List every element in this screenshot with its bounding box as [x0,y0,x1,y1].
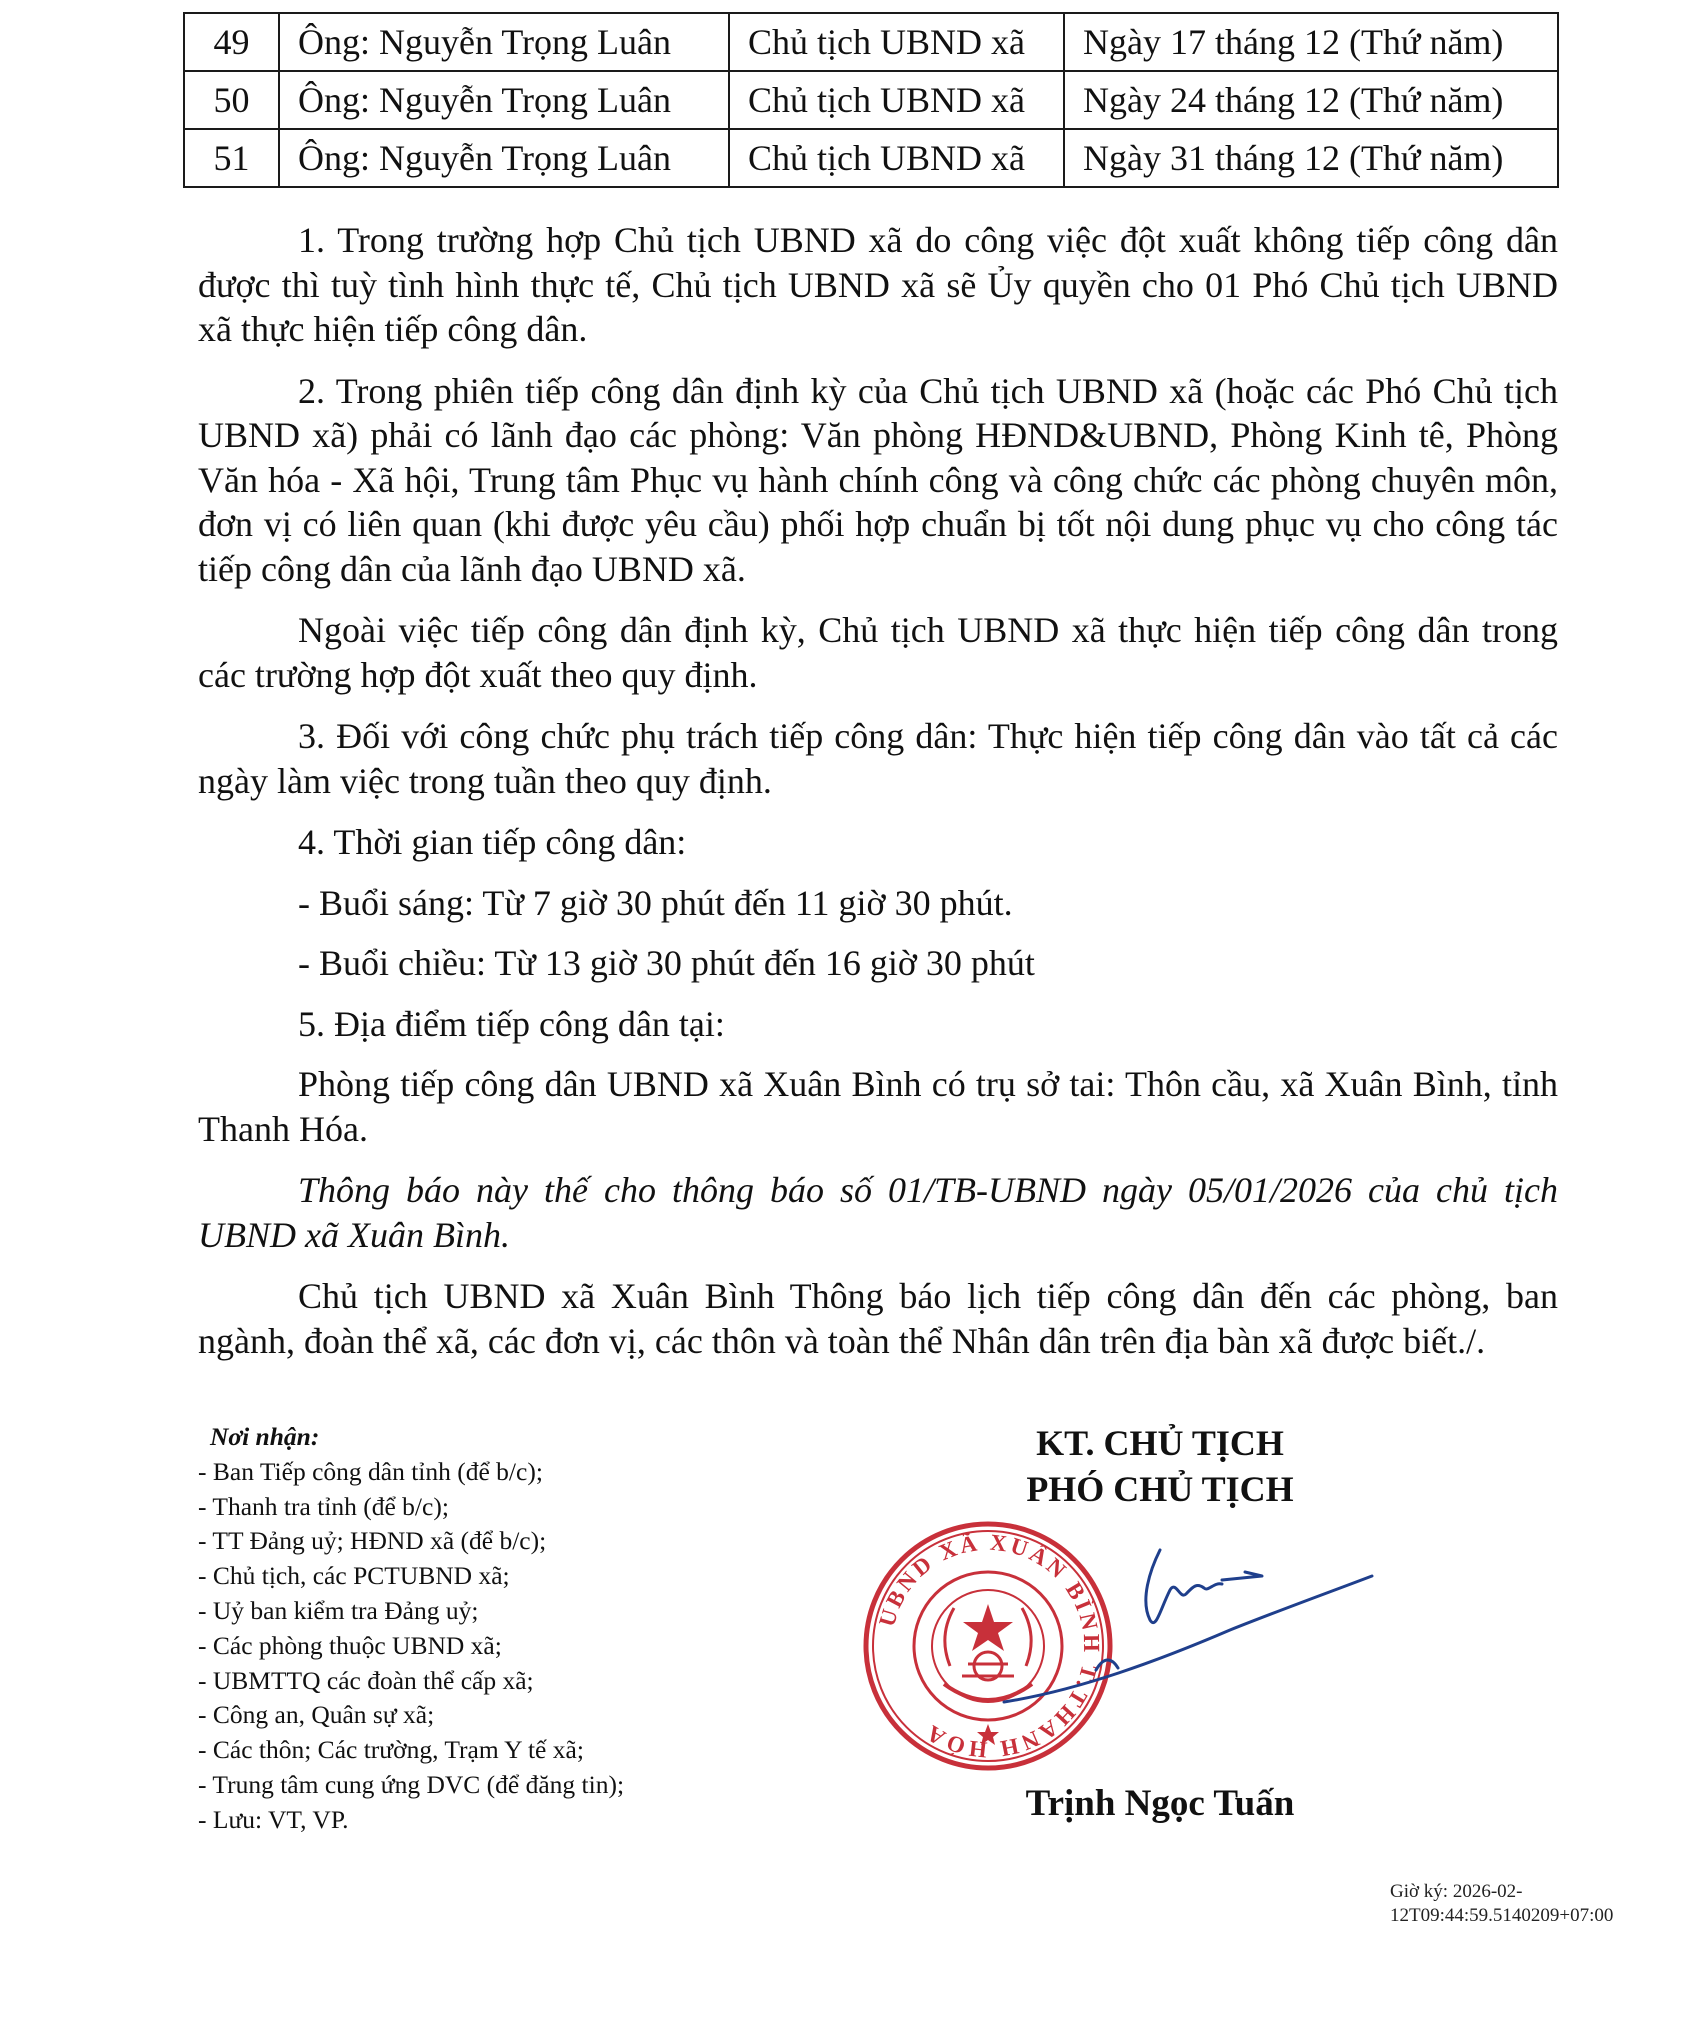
recipients-block [198,1420,758,1838]
paragraph-leadership: 2. Trong phiên tiếp công dân định kỳ của Chủ tịch UBND xã (hoặc các Phó Chủ tịch UBND xã) phải có lãnh đạo các phòng: Văn phòng HĐND&UBND, Phòng Kinh tê, Phòng Văn hóa - Xã hội, Trung tâm Phục vụ hành chính công và công chức các phòng chuyên môn, đơn vị có liên quan (khi được yêu cầu) phối hợp chuẩn bị tốt nội dung phục vụ cho công tác tiếp công dân của lãnh đạo UBND xã. [198,370,1558,589]
recipient-item: - UBMTTQ các đoàn thể cấp xã; [198,1665,534,1695]
recipient-item: - Thanh tra tỉnh (để b/c); [198,1491,449,1521]
recipient-item: - Các thôn; Các trường, Trạm Y tế xã; [198,1735,584,1765]
row-name: Ông: Nguyễn Trọng Luân [279,13,729,71]
paragraph-unscheduled: Ngoài việc tiếp công dân định kỳ, Chủ tịch UBND xã thực hiện tiếp công dân trong các trường hợp đột xuất theo quy định. [198,610,1558,695]
signature-title-block [930,1420,1390,1512]
row-position: Chủ tịch UBND xã [729,129,1064,187]
seal-text: UBND XÃ XUÂN BÌNH T.THANH HÓA [874,1529,1105,1763]
sign-time-line2: 12T09:44:59.5140209+07:00 [1390,1905,1614,1926]
row-position: Chủ tịch UBND xã [729,71,1064,129]
recipient-item: - Chủ tịch, các PCTUBND xã; [198,1561,510,1591]
row-date: Ngày 17 tháng 12 (Thứ năm) [1064,13,1558,71]
recipient-item: - Trung tâm cung ứng DVC (để đăng tin); [198,1769,625,1799]
body-text [198,218,1558,1380]
paragraph-afternoon: - Buổi chiều: Từ 13 giờ 30 phút đến 16 giờ 30 phút [298,943,1035,983]
paragraph-replacement-note: Thông báo này thế cho thông báo số 01/TB-UBND ngày 05/01/2026 của chủ tịch UBND xã Xuân Bình. [198,1170,1558,1255]
recipient-item: - Ban Tiếp công dân tỉnh (để b/c); [198,1456,543,1486]
signer-name: Trịnh Ngọc Tuấn [1025,1783,1295,1824]
recipient-item: - Lưu: VT, VP. [198,1804,349,1834]
row-name: Ông: Nguyễn Trọng Luân [279,71,729,129]
table-row [184,71,1558,129]
paragraph-time-heading: 4. Thời gian tiếp công dân: [298,822,687,862]
sign-time-line1: Giờ ký: 2026-02- [1390,1881,1523,1902]
recipient-item: - TT Đảng uỷ; HĐND xã (để b/c); [198,1526,547,1556]
paragraph-officer: 3. Đối với công chức phụ trách tiếp công dân: Thực hiện tiếp công dân vào tất cả các ngày làm việc trong tuần theo quy định. [198,716,1558,801]
recipients-title: Nơi nhận: [210,1422,320,1451]
table-row [184,13,1558,71]
row-number: 49 [184,13,279,71]
recipient-item: - Các phòng thuộc UBND xã; [198,1630,502,1660]
paragraph-delegation: 1. Trong trường hợp Chủ tịch UBND xã do công việc đột xuất không tiếp công dân được thì tuỳ tình hình thực tế, Chủ tịch UBND xã sẽ Ủy quyền cho 01 Phó Chủ tịch UBND xã thực hiện tiếp công dân. [198,220,1558,349]
digital-sign-time [1390,1880,1613,1928]
row-name: Ông: Nguyễn Trọng Luân [279,129,729,187]
handwritten-signature-icon [1000,1530,1380,1730]
recipient-item: - Công an, Quân sự xã; [198,1700,435,1730]
paragraph-location: Phòng tiếp công dân UBND xã Xuân Bình có trụ sở tai: Thôn cầu, xã Xuân Bình, tỉnh Thanh Hóa. [198,1064,1558,1149]
row-position: Chủ tịch UBND xã [729,13,1064,71]
schedule-table [183,12,1559,188]
row-number: 51 [184,129,279,187]
row-number: 50 [184,71,279,129]
paragraph-location-heading: 5. Địa điểm tiếp công dân tại: [298,1003,725,1044]
signature-title-line2: PHÓ CHỦ TỊCH [1026,1469,1294,1509]
recipient-item: - Uỷ ban kiểm tra Đảng uỷ; [198,1595,479,1625]
row-date: Ngày 24 tháng 12 (Thứ năm) [1064,71,1558,129]
signature-title-line1: KT. CHỦ TỊCH [1036,1423,1284,1463]
paragraph-announcement: Chủ tịch UBND xã Xuân Bình Thông báo lịch tiếp công dân đến các phòng, ban ngành, đoàn thể xã, các đơn vị, các thôn và toàn thể Nhân dân trên địa bàn xã được biết./. [198,1276,1558,1361]
table-row [184,129,1558,187]
row-date: Ngày 31 tháng 12 (Thứ năm) [1064,129,1558,187]
paragraph-morning: - Buổi sáng: Từ 7 giờ 30 phút đến 11 giờ 30 phút. [298,882,1013,923]
